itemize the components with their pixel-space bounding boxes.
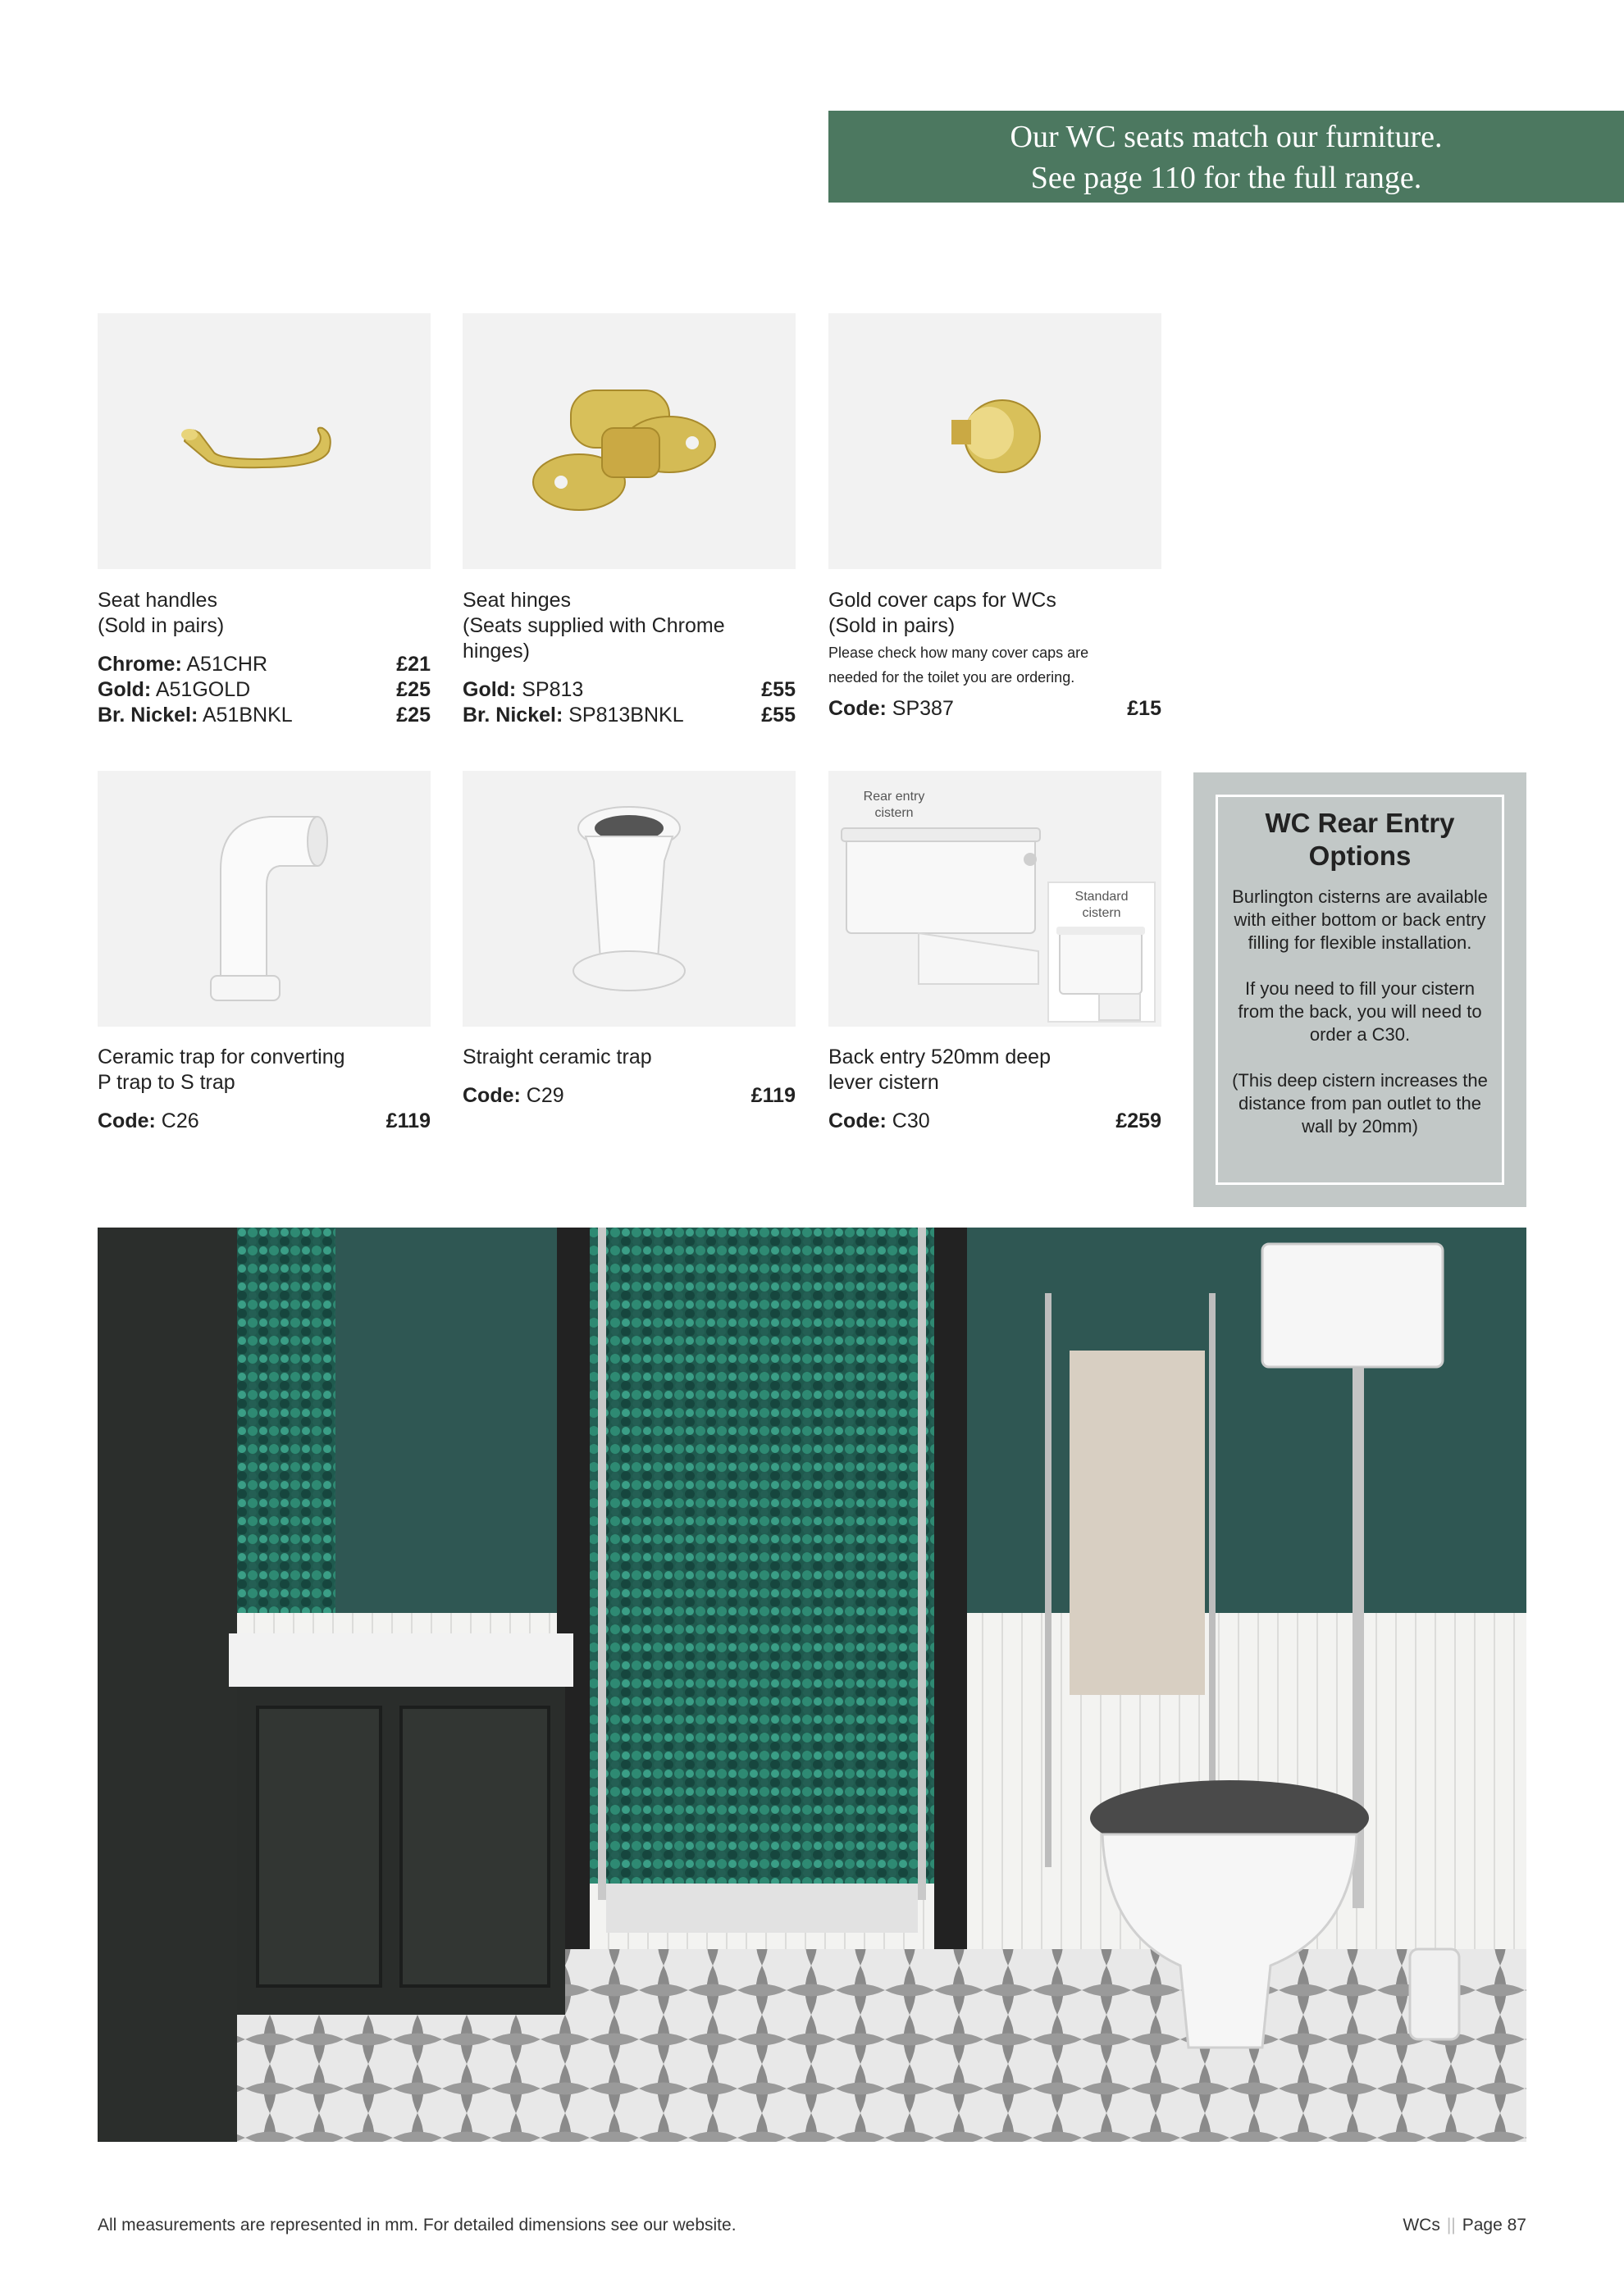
product-title: Straight ceramic trap — [463, 1046, 652, 1068]
product-back-entry-cistern — [828, 1045, 1161, 1134]
rear-entry-label-2: cistern — [874, 806, 914, 820]
product-ceramic-trap — [98, 1045, 431, 1134]
product-note: Please check how many cover caps are needed for the toilet you are ordering. — [828, 645, 1089, 686]
product-title: Back entry 520mm deep — [828, 1046, 1051, 1068]
price-row: Chrome: A51CHR £21 — [98, 653, 431, 676]
price-row: Gold: A51GOLD £25 — [98, 678, 431, 701]
product-subtitle: (Seats supplied with Chrome hinges) — [463, 614, 725, 663]
price-row: Code: C26 £119 — [98, 1109, 431, 1132]
banner-line-2: See page 110 for the full range. — [1030, 161, 1422, 195]
footer-page-info — [1403, 2216, 1526, 2235]
standard-label-2: cistern — [1082, 906, 1121, 920]
footer-section: WCs — [1403, 2216, 1440, 2234]
product-title: Gold cover caps for WCs — [828, 589, 1056, 612]
info-box-title: WC Rear Entry Options — [1265, 808, 1455, 871]
footer-separator: || — [1446, 2216, 1456, 2234]
price-row: Gold: SP813 £55 — [463, 678, 796, 701]
rear-entry-label-1: Rear entry — [863, 790, 925, 804]
product-subtitle: (Sold in pairs) — [98, 614, 225, 637]
product-title: Ceramic trap for converting — [98, 1046, 345, 1068]
ceramic-trap-image — [98, 771, 431, 1027]
price-row: Code: C29 £119 — [463, 1084, 796, 1107]
price-row: Br. Nickel: SP813BNKL £55 — [463, 704, 796, 727]
product-subtitle: P trap to S trap — [98, 1071, 235, 1094]
bathroom-photo — [98, 1228, 1526, 2142]
info-box-paragraph-2: If you need to fill your cistern from the back, you will need to order a C30. — [1238, 978, 1482, 1045]
cistern-comparison-image — [828, 771, 1161, 1027]
cover-cap-image — [828, 313, 1161, 569]
product-title: Seat handles — [98, 589, 217, 612]
product-seat-hinges — [463, 588, 796, 728]
straight-trap-image — [463, 771, 796, 1027]
promo-banner — [828, 111, 1624, 203]
footer-page-number: Page 87 — [1462, 2216, 1526, 2234]
rear-entry-info-box — [1193, 772, 1526, 1207]
product-seat-handles — [98, 588, 431, 728]
price-row: Code: SP387 £15 — [828, 697, 1161, 720]
product-subtitle: lever cistern — [828, 1071, 939, 1094]
price-row: Br. Nickel: A51BNKL £25 — [98, 704, 431, 727]
seat-hinge-image — [463, 313, 796, 569]
info-box-paragraph-1: Burlington cisterns are available with either bottom or back entry filling for flexible installation. — [1232, 886, 1488, 953]
product-cover-caps — [828, 588, 1161, 722]
price-row: Code: C30 £259 — [828, 1109, 1161, 1132]
seat-handle-image — [98, 313, 431, 569]
product-subtitle: (Sold in pairs) — [828, 614, 956, 637]
standard-label-1: Standard — [1074, 890, 1129, 904]
info-box-border — [1216, 795, 1504, 1185]
product-title: Seat hinges — [463, 589, 572, 612]
footer-disclaimer: All measurements are represented in mm. For detailed dimensions see our website. — [98, 2216, 737, 2234]
info-box-paragraph-3: (This deep cistern increases the distance from pan outlet to the wall by 20mm) — [1232, 1070, 1488, 1137]
banner-line-1: Our WC seats match our furniture. — [1010, 120, 1443, 154]
product-straight-trap — [463, 1045, 796, 1109]
